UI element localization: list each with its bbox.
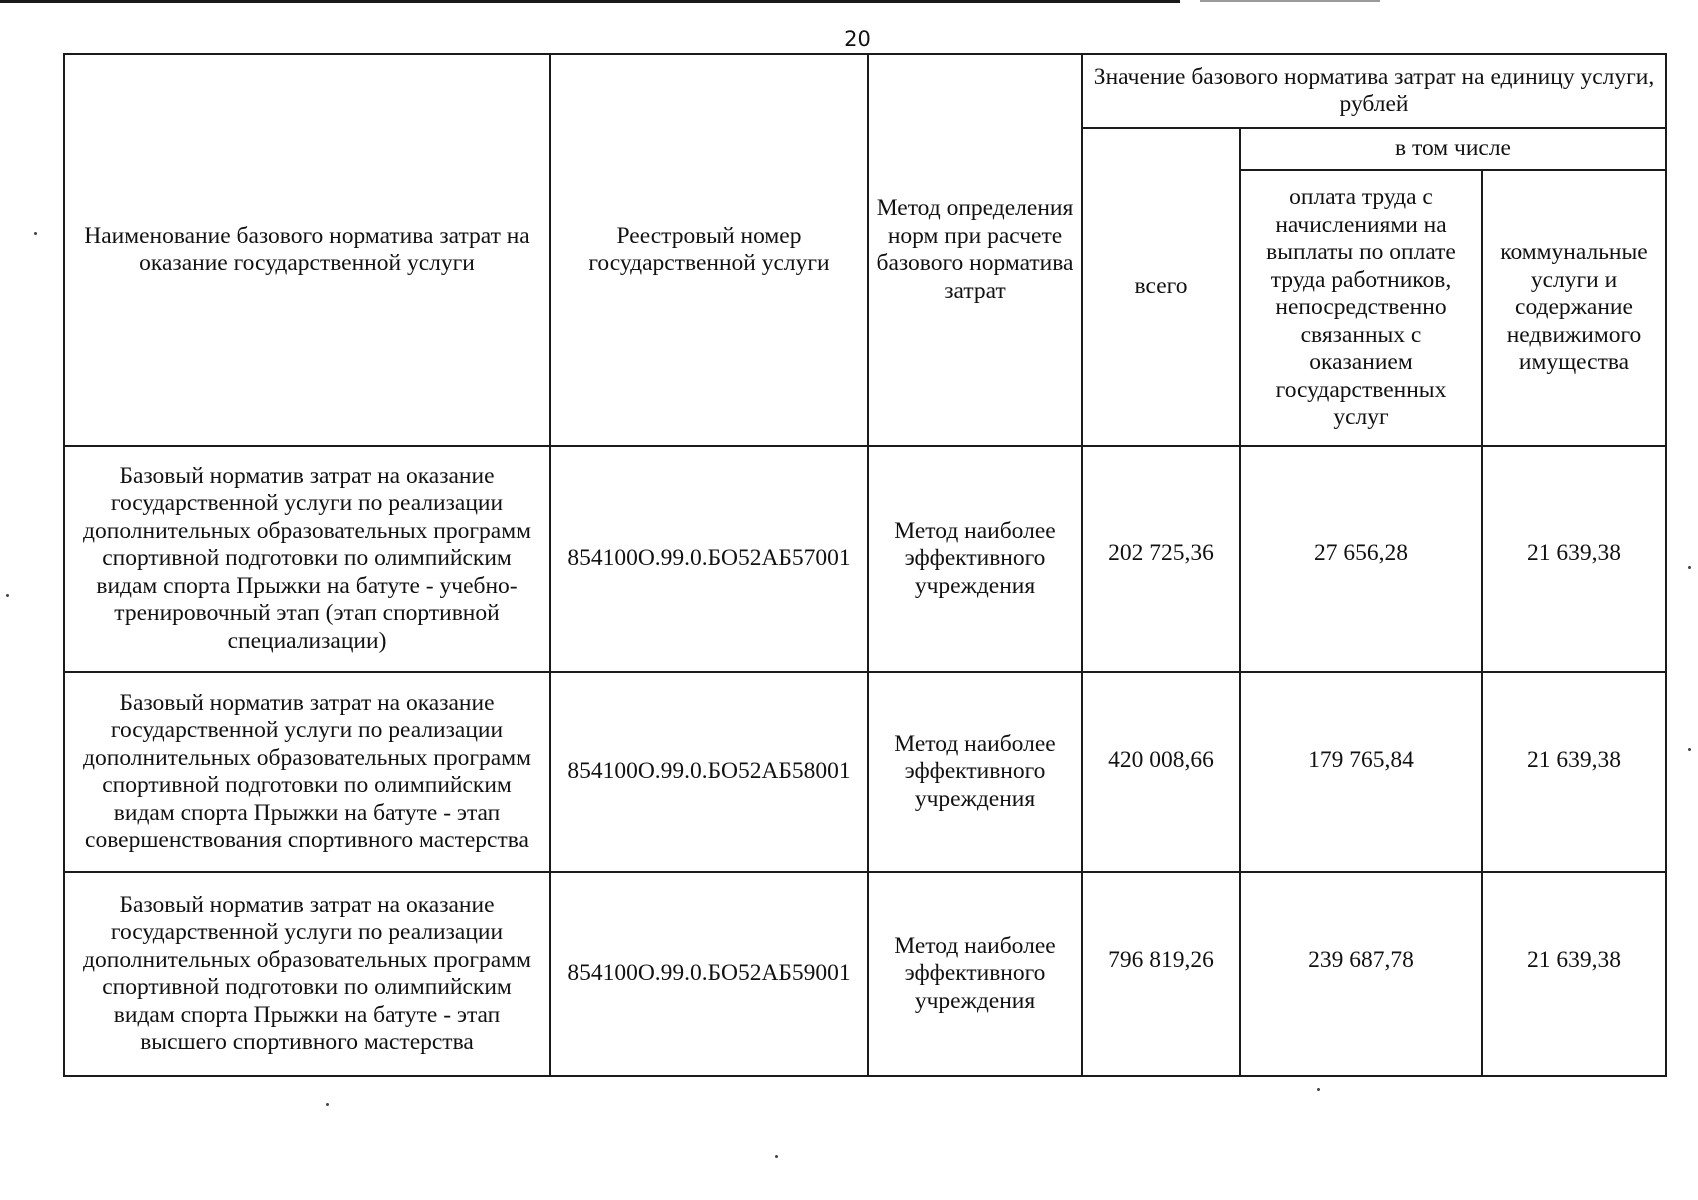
scan-speck [6,594,9,597]
scan-speck [775,1155,778,1158]
row-labor-cell: 27 656,28 [1240,446,1482,672]
header-utilities: коммунальные услуги и содержание недвижимого имущества [1482,170,1666,446]
row-total-cell: 202 725,36 [1082,446,1240,672]
page-number: 20 [844,27,871,51]
row-registry-cell: 854100О.99.0.БО52АБ59001 [550,872,868,1076]
header-row-1 [64,54,1666,128]
row-method-cell: Метод наиболее эффективного учреждения [868,672,1082,872]
scan-speck [1688,748,1691,751]
header-total: всего [1082,128,1240,446]
scan-speck [1688,566,1691,569]
row-labor-cell: 179 765,84 [1240,672,1482,872]
row-method-cell: Метод наиболее эффективного учреждения [868,446,1082,672]
table-row [64,872,1666,1076]
header-value-group: Значение базового норматива затрат на единицу услуги, рублей [1082,54,1666,128]
scan-speck [34,232,37,235]
table-row [64,672,1666,872]
header-registry: Реестровый номер государственной услуги [550,54,868,446]
header-method: Метод определения норм при расчете базового норматива затрат [868,54,1082,446]
header-name: Наименование базового норматива затрат на оказание государственной услуги [64,54,550,446]
norms-table [63,53,1667,1077]
row-utilities-cell: 21 639,38 [1482,872,1666,1076]
row-name-cell: Базовый норматив затрат на оказание государственной услуги по реализации дополнительных образовательных программ спортивной подготовки по олимпийским видам спорта Прыжки на батуте - учебно-тренировочный этап (этап спортивной специализации) [64,446,550,672]
row-labor-cell: 239 687,78 [1240,872,1482,1076]
row-registry-cell: 854100О.99.0.БО52АБ57001 [550,446,868,672]
table-row [64,446,1666,672]
header-labor: оплата труда с начислениями на выплаты по оплате труда работников, непосредственно связанных с оказанием государственных услуг [1240,170,1482,446]
row-name-cell: Базовый норматив затрат на оказание государственной услуги по реализации дополнительных образовательных программ спортивной подготовки по олимпийским видам спорта Прыжки на батуте - этап высшего спортивного мастерства [64,872,550,1076]
top-rule-fragment [1200,0,1380,2]
scan-speck [1317,1088,1320,1091]
row-total-cell: 420 008,66 [1082,672,1240,872]
row-total-cell: 796 819,26 [1082,872,1240,1076]
row-name-cell: Базовый норматив затрат на оказание государственной услуги по реализации дополнительных образовательных программ спортивной подготовки по олимпийским видам спорта Прыжки на батуте - этап совершенствования спортивного мастерства [64,672,550,872]
row-utilities-cell: 21 639,38 [1482,672,1666,872]
row-method-cell: Метод наиболее эффективного учреждения [868,872,1082,1076]
row-registry-cell: 854100О.99.0.БО52АБ58001 [550,672,868,872]
top-rule [0,0,1180,3]
row-utilities-cell: 21 639,38 [1482,446,1666,672]
scan-speck [326,1103,329,1106]
header-including: в том числе [1240,128,1666,170]
